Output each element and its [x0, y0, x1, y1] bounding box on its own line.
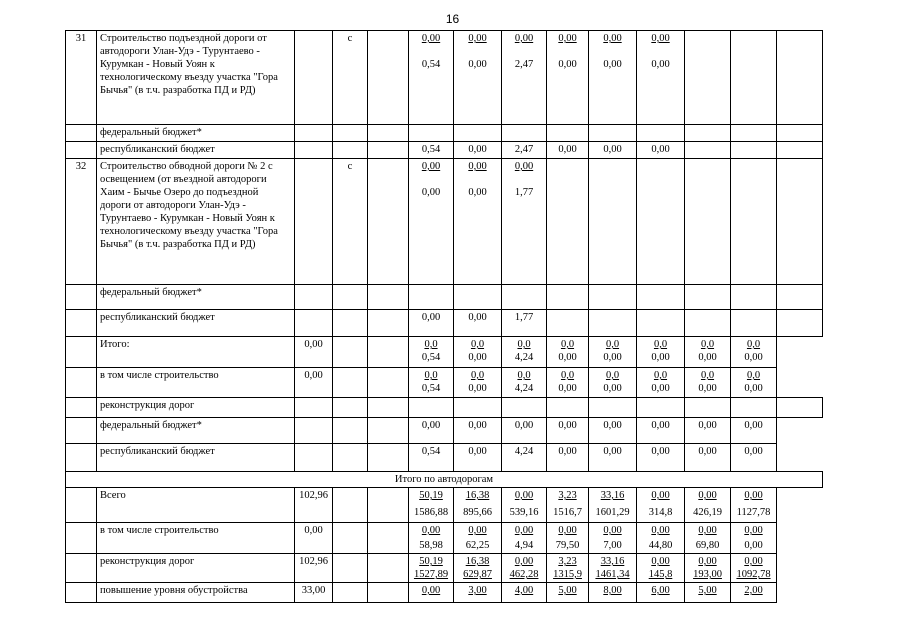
- value-bottom: 0,00: [558, 383, 577, 394]
- table-row: [66, 398, 823, 418]
- value-top: 16,38: [465, 490, 490, 501]
- value-top: 0,00: [651, 525, 670, 536]
- total-label: Всего: [97, 488, 295, 523]
- value-bottom: 426,19: [693, 507, 722, 518]
- budget-label: федеральный бюджет*: [97, 125, 295, 142]
- value-bottom: 0,00: [744, 383, 763, 394]
- value-bottom: 0,00: [468, 383, 487, 394]
- value-top: 3,23: [558, 556, 577, 567]
- table-row: [66, 554, 823, 583]
- value-top: 8,00: [603, 585, 622, 596]
- value-top: 0,0: [746, 339, 761, 350]
- value-bottom: 0,00: [698, 352, 717, 363]
- budget-label: республиканский бюджет: [97, 444, 295, 472]
- value-cell: 0,00: [454, 142, 502, 159]
- value-bottom: 314,8: [648, 507, 673, 518]
- total-value: 102,96: [295, 488, 333, 523]
- page-number: 16: [445, 12, 460, 26]
- value-top: 0,00: [651, 556, 670, 567]
- value-top: 0,00: [421, 33, 441, 44]
- project-name: Строительство подъездной дороги от автодороги Улан-Удэ - Турунтаево - Курумкан - Новый Уоян к технологическому въезду участка "Гора Бычья" (в т.ч. разработка ПД и РД): [97, 31, 295, 125]
- value-bottom: 1527,89: [413, 569, 449, 580]
- value-bottom: 4,94: [514, 540, 534, 551]
- value-top: 0,00: [698, 556, 717, 567]
- value-top: 0,00: [603, 525, 622, 536]
- value-bottom: 7,00: [603, 540, 622, 551]
- total-value: 33,00: [295, 583, 333, 603]
- table-row: [66, 488, 823, 523]
- table-row: [66, 368, 823, 398]
- value-bottom: 0,00: [421, 187, 441, 198]
- value-cell: 0,00: [409, 418, 454, 444]
- value-cell: 0,54: [409, 444, 454, 472]
- value-top: 0,0: [560, 339, 575, 350]
- value-cell: 0,54: [409, 142, 454, 159]
- value-cell: 0,00: [637, 444, 685, 472]
- budget-label: федеральный бюджет*: [97, 418, 295, 444]
- value-cell: 0,00: [637, 418, 685, 444]
- value-cell: 0,00: [731, 418, 777, 444]
- value-bottom: 539,16: [509, 507, 539, 518]
- value-bottom: 145,8: [648, 569, 673, 580]
- value-bottom: 0,00: [468, 352, 487, 363]
- value-bottom: 1516,7: [553, 507, 582, 518]
- total-value: 0,00: [295, 523, 333, 554]
- section-header-row: [66, 472, 823, 488]
- value-top: 0,00: [744, 490, 763, 501]
- value-bottom: 462,28: [509, 569, 539, 580]
- value-bottom: 1461,34: [595, 569, 630, 580]
- value-bottom: 69,80: [695, 540, 720, 551]
- value-bottom: 1127,78: [736, 507, 771, 518]
- value-top: 0,0: [746, 370, 761, 381]
- value-cell: 0,00: [454, 310, 502, 337]
- table-row: [66, 142, 823, 159]
- total-label: реконструкция дорог: [97, 398, 295, 418]
- row-number: 32: [66, 159, 97, 285]
- value-top: 0,00: [603, 33, 622, 44]
- value-top: 6,00: [651, 585, 670, 596]
- roads-table: [65, 30, 823, 603]
- value-top: 0,00: [514, 33, 534, 44]
- value-bottom: 44,80: [648, 540, 673, 551]
- value-bottom: 895,66: [463, 507, 492, 518]
- value-top: 50,19: [419, 556, 443, 567]
- value-top: 5,00: [698, 585, 717, 596]
- project-type: с: [333, 159, 368, 285]
- value-top: 2,00: [744, 585, 763, 596]
- value-bottom: 1092,78: [736, 569, 771, 580]
- total-label: в том числе строительство: [97, 523, 295, 554]
- value-cell: 0,00: [409, 310, 454, 337]
- value-bottom: 0,00: [698, 383, 717, 394]
- value-bottom: 629,87: [463, 569, 492, 580]
- table-row: [66, 523, 823, 554]
- value-cell: 0,00: [547, 418, 589, 444]
- value-bottom: 0,00: [603, 383, 622, 394]
- value-top: 0,00: [558, 33, 577, 44]
- table-row: [66, 418, 823, 444]
- value-top: 33,16: [600, 490, 625, 501]
- value-bottom: 0,00: [558, 59, 577, 70]
- total-label: Итого:: [97, 337, 295, 368]
- budget-label: республиканский бюджет: [97, 142, 295, 159]
- value-top: 0,0: [653, 370, 668, 381]
- value-cell: 4,24: [502, 444, 547, 472]
- value-top: 3,23: [558, 490, 577, 501]
- value-bottom: 193,00: [693, 569, 722, 580]
- value-bottom: 1,77: [514, 187, 534, 198]
- value-cell: 0,00: [589, 418, 637, 444]
- table-row: [66, 310, 823, 337]
- value-bottom: 0,00: [651, 59, 670, 70]
- table-row: [66, 444, 823, 472]
- value-cell: 0,00: [547, 142, 589, 159]
- value-bottom: 79,50: [555, 540, 580, 551]
- value-cell: 0,00: [454, 444, 502, 472]
- value-bottom: 0,00: [468, 187, 487, 198]
- value-top: 0,00: [514, 556, 534, 567]
- value-bottom: 0,54: [421, 59, 441, 70]
- value-bottom: 58,98: [419, 540, 443, 551]
- value-bottom: 0,00: [651, 352, 670, 363]
- value-bottom: 2,47: [514, 59, 534, 70]
- value-bottom: 0,00: [651, 383, 670, 394]
- value-top: 0,00: [421, 525, 441, 536]
- value-cell: 0,00: [589, 444, 637, 472]
- value-top: 16,38: [465, 556, 490, 567]
- total-label: в том числе строительство: [97, 368, 295, 398]
- value-top: 0,0: [653, 339, 668, 350]
- value-top: 0,00: [421, 161, 441, 172]
- value-bottom: 0,00: [468, 59, 487, 70]
- value-top: 0,00: [468, 161, 487, 172]
- value-top: 0,00: [651, 490, 670, 501]
- value-bottom: 1315,9: [553, 569, 582, 580]
- total-value: 102,96: [295, 554, 333, 583]
- value-top: 0,00: [514, 525, 534, 536]
- value-cell: 2,47: [502, 142, 547, 159]
- value-top: 0,00: [651, 33, 670, 44]
- table-row: [66, 285, 823, 310]
- value-top: 33,16: [600, 556, 625, 567]
- value-top: 50,19: [419, 490, 443, 501]
- value-cell: 0,00: [685, 418, 731, 444]
- value-top: 0,00: [698, 525, 717, 536]
- value-top: 0,00: [421, 585, 441, 596]
- total-value: 0,00: [295, 368, 333, 398]
- value-cell: 1,77: [502, 310, 547, 337]
- value-cell: 0,00: [454, 418, 502, 444]
- value-top: 0,0: [560, 370, 575, 381]
- total-value: 0,00: [295, 337, 333, 368]
- value-top: 0,00: [514, 161, 534, 172]
- value-top: 0,00: [698, 490, 717, 501]
- value-top: 0,0: [700, 370, 715, 381]
- budget-label: республиканский бюджет: [97, 310, 295, 337]
- total-label: повышение уровня обустройства: [97, 583, 295, 603]
- project-name: Строительство обводной дороги № 2 с освещением (от въездной автодороги Хаим - Бычье Озеро до подъездной дороги от автодороги Улан-Удэ - Турунтаево - Курумкан - Новый Уоян к технологическому въезду участка "Гора Бычья" (в т.ч. разработка ПД и РД): [97, 159, 295, 285]
- value-cell: 0,00: [502, 418, 547, 444]
- value-bottom: 0,54: [421, 352, 441, 363]
- table-row: [66, 159, 823, 285]
- value-cell: 0,00: [547, 444, 589, 472]
- value-top: 0,0: [470, 339, 485, 350]
- value-top: 0,0: [517, 339, 531, 350]
- row-number: 31: [66, 31, 97, 125]
- value-top: 0,0: [700, 339, 715, 350]
- value-top: 4,00: [514, 585, 534, 596]
- value-bottom: 0,00: [744, 540, 763, 551]
- value-top: 0,0: [424, 339, 438, 350]
- total-label: реконструкция дорог: [97, 554, 295, 583]
- value-cell: 0,00: [589, 142, 637, 159]
- value-top: 0,0: [605, 370, 620, 381]
- value-bottom: 0,00: [558, 352, 577, 363]
- value-cell: 0,00: [685, 444, 731, 472]
- value-top: 0,0: [424, 370, 438, 381]
- budget-label: федеральный бюджет*: [97, 285, 295, 310]
- table-row: [66, 125, 823, 142]
- project-type: с: [333, 31, 368, 125]
- value-top: 5,00: [558, 585, 577, 596]
- value-top: 0,0: [605, 339, 620, 350]
- section-title: Итого по автодорогам: [66, 472, 823, 488]
- value-bottom: 1601,29: [595, 507, 630, 518]
- value-top: 0,00: [514, 490, 534, 501]
- value-top: 0,00: [744, 556, 763, 567]
- table-row: [66, 583, 823, 603]
- table-row: [66, 337, 823, 368]
- value-top: 0,00: [744, 525, 763, 536]
- value-cell: 0,00: [731, 444, 777, 472]
- value-bottom: 1586,88: [413, 507, 449, 518]
- value-top: 0,00: [558, 525, 577, 536]
- value-top: 0,0: [517, 370, 531, 381]
- value-bottom: 0,00: [603, 352, 622, 363]
- value-bottom: 62,25: [465, 540, 490, 551]
- value-bottom: 0,00: [744, 352, 763, 363]
- value-top: 0,0: [470, 370, 485, 381]
- table-row: [66, 31, 823, 125]
- value-top: 3,00: [468, 585, 487, 596]
- value-bottom: 0,54: [421, 383, 441, 394]
- value-top: 0,00: [468, 525, 487, 536]
- value-bottom: 0,00: [603, 59, 622, 70]
- value-cell: 0,00: [637, 142, 685, 159]
- value-bottom: 4,24: [514, 352, 534, 363]
- value-top: 0,00: [468, 33, 487, 44]
- value-bottom: 4,24: [514, 383, 534, 394]
